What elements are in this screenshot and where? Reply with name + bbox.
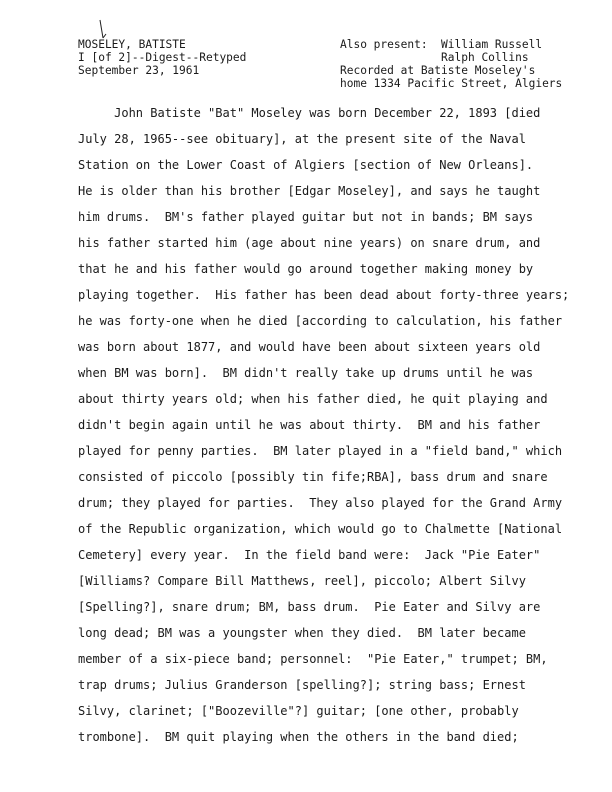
also-present-line: Also present: William Russell (340, 38, 543, 51)
body-line: [Williams? Compare Bill Matthews, reel], piccolo; Albert Silvy (78, 574, 526, 588)
body-line: trombone]. BM quit playing when the others in the band died; (78, 730, 519, 744)
interviewee-name: MOSELEY, BATISTE (78, 38, 186, 51)
header-left-block (78, 38, 246, 77)
body-line: drum; they played for parties. They also played for the Grand Army (78, 496, 563, 510)
body-line: Cemetery] every year. In the field band were: Jack "Pie Eater" (78, 548, 541, 562)
interview-date: September 23, 1961 (78, 64, 200, 77)
body-line: that he and his father would go around together making money by (78, 262, 534, 276)
body-line: was born about 1877, and would have been about sixteen years old (78, 340, 541, 354)
also-present-line-2: Ralph Collins (340, 51, 529, 64)
body-line: of the Republic organization, which would go to Chalmette [National (78, 522, 563, 536)
recording-location-line: Recorded at Batiste Moseley's (340, 64, 536, 77)
body-line: consisted of piccolo [possibly tin fife;RBA], bass drum and snare (78, 470, 548, 484)
body-line: July 28, 1965--see obituary], at the present site of the Naval (78, 132, 526, 146)
body-line: he was forty-one when he died [according to calculation, his father (78, 314, 563, 328)
body-line: John Batiste "Bat" Moseley was born December 22, 1893 [died (78, 106, 541, 120)
body-line: trap drums; Julius Granderson [spelling?]; string bass; Ernest (78, 678, 526, 692)
body-line: when BM was born]. BM didn't really take up drums until he was (78, 366, 534, 380)
body-line: [Spelling?], snare drum; BM, bass drum. Pie Eater and Silvy are (78, 600, 541, 614)
reel-info: I [of 2]--Digest--Retyped (78, 51, 247, 64)
header-right-block (340, 38, 562, 90)
body-line: his father started him (age about nine years) on snare drum, and (78, 236, 541, 250)
body-line: Station on the Lower Coast of Algiers [section of New Orleans]. (78, 158, 534, 172)
body-line: played for penny parties. BM later played in a "field band," which (78, 444, 563, 458)
body-line: He is older than his brother [Edgar Moseley], and says he taught (78, 184, 541, 198)
body-line: didn't begin again until he was about thirty. BM and his father (78, 418, 541, 432)
body-line: playing together. His father has been dead about forty-three years; (78, 288, 570, 302)
body-line: member of a six-piece band; personnel: "Pie Eater," trumpet; BM, (78, 652, 548, 666)
recording-address-line: home 1334 Pacific Street, Algiers (340, 77, 563, 90)
body-line: about thirty years old; when his father died, he quit playing and (78, 392, 548, 406)
body-line: Silvy, clarinet; ["Boozeville"?] guitar; [one other, probably (78, 704, 519, 718)
body-line: him drums. BM's father played guitar but not in bands; BM says (78, 210, 534, 224)
body-line: long dead; BM was a youngster when they died. BM later became (78, 626, 526, 640)
